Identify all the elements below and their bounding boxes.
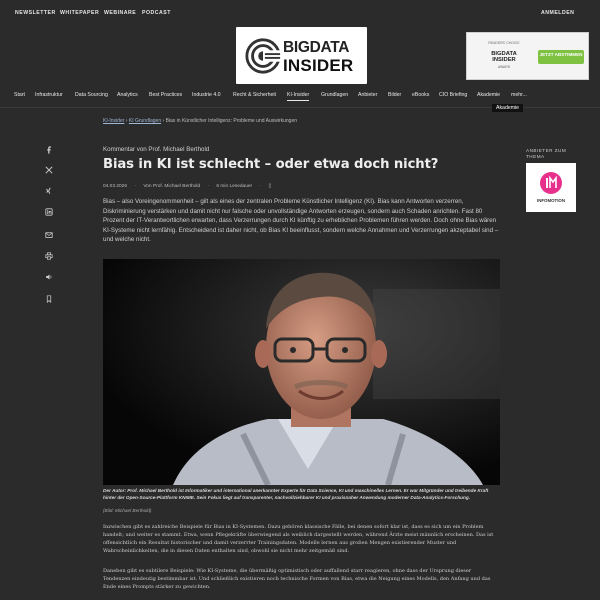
vendor-section-label: ANBIETER ZUM THEMA (526, 148, 567, 159)
breadcrumb-separator: › (162, 118, 166, 124)
article-kicker: Kommentar von Prof. Michael Berthold (103, 146, 210, 153)
reading-time: 6 min Lesedauer (216, 184, 253, 189)
vote-now-button[interactable]: JETZT ABSTIMMEN (538, 50, 584, 64)
audio-icon[interactable] (44, 273, 54, 283)
nav-item-anbieter[interactable]: Anbieter (358, 92, 378, 98)
article-paragraph-2: Daneben gibt es subtilere Beispiele: Wie KI-Systeme, die übermäßig optimistisch oder auffallend starr reagieren, ohne dass der Ursprung dieser Tendenzen eindeutig bestimmbar ist. Und schließlich existieren noch technische Formen von Bias, etwa die Neigung eines Modells, den Anfang und das Ende eines Prompts stärker zu gewichten. (103, 568, 491, 591)
article-title: Bias in KI ist schlecht – oder etwa doch nicht? (103, 157, 439, 172)
bookmark-small-icon[interactable]: ▯ (268, 184, 272, 189)
print-icon[interactable] (44, 252, 54, 262)
award-small-top: READERS' CHOICE (488, 41, 520, 45)
breadcrumb-ki-grundlagen[interactable]: KI Grundlagen (128, 118, 162, 124)
top-bar (0, 0, 600, 26)
author-photo (103, 259, 500, 485)
nav-item-bilder[interactable]: Bilder (388, 92, 402, 98)
bookmark-icon[interactable] (44, 295, 54, 305)
vendor-card-infomotion[interactable] (526, 163, 576, 212)
vendor-name: INFOMOTION (536, 198, 566, 203)
meta-separator: · (134, 184, 136, 189)
infomotion-logo-icon (540, 172, 562, 194)
nav-item-more[interactable]: mehr... (511, 92, 527, 98)
nav-item-data-sourcing[interactable]: Data Sourcing (75, 92, 108, 98)
nav-item-infrastruktur[interactable]: Infrastruktur (35, 92, 63, 98)
nav-item-analytics[interactable]: Analytics (117, 92, 138, 98)
logo-text-bigdata: BIGDATA (283, 39, 350, 56)
x-icon[interactable] (44, 166, 54, 176)
award-line1: BIGDATA (491, 51, 517, 57)
nav-item-ki-insider[interactable]: KI-Insider (287, 92, 309, 101)
breadcrumb-ki-insider[interactable]: KI-Insider (103, 118, 125, 124)
nav-item-recht-sicherheit[interactable]: Recht & Sicherheit (233, 92, 276, 98)
award-line2: INSIDER (492, 57, 516, 63)
award-badge (475, 38, 533, 76)
main-nav (0, 86, 600, 105)
breadcrumb-separator: › (125, 118, 129, 124)
podcast-link[interactable]: PODCAST (142, 10, 171, 16)
logo-text-insider: INSIDER (283, 56, 354, 75)
site-logo[interactable] (236, 27, 367, 84)
newsletter-link[interactable]: NEWSLETTER (15, 10, 56, 16)
photo-caption: Der Autor: Prof. Michael Berthold ist Informatiker und international anerkannter Experte für Data Science, KI und maschinelles Lernen. Er war Mitgründer und treibende Kraft hinter der Open-Source-Plattform KNIME. Sein Fokus liegt auf transparenter, nachvollziehbarer KI und praxisnaher Anwendung moderner Data-Analytics-Forschung. (103, 488, 489, 500)
nav-item-best-practices[interactable]: Best Practices (149, 92, 183, 98)
nav-item-akademie[interactable]: Akademie (477, 92, 501, 98)
award-small-bottom: AWARD (497, 65, 511, 69)
article-author[interactable]: Von Prof. Michael Berthold (143, 184, 201, 189)
article-lead: Bias – also Voreingenommenheit – gilt als eines der zentralen Probleme Künstlicher Intelligenz (KI). Bias kann Antworten verzerren, Diskriminierung verstärken und damit nicht nur falsche oder unvollständige Antworten erzeugen, sondern auch Schaden anrichten. Fast 80 Prozent der IT-Verantwortlichen erwarten, dass Verzerrungen durch KI künftig zu erheblichen Problemen führen werden. Doch ohne Bias wären KI-Systeme nicht lernfähig. Entscheidend ist daher nicht, ob Bias KI beeinflusst, sondern welche Annahmen und Verzerrungen akzeptabel sind – und welche nicht. (103, 198, 499, 244)
photo-credit: (Bild: Michael Berthold) (103, 508, 152, 513)
linkedin-icon[interactable] (44, 208, 54, 218)
facebook-icon[interactable] (44, 146, 54, 156)
nav-item-start[interactable]: Start (14, 92, 25, 98)
breadcrumb-current: Bias in Künstlicher Intelligenz: Probleme und Auswirkungen (165, 118, 298, 124)
logo-mark-icon (244, 37, 282, 75)
nav-item-cio-briefing[interactable]: CIO Briefing (439, 92, 468, 98)
meta-separator: · (207, 184, 210, 189)
webinare-link[interactable]: WEBINARE (104, 10, 137, 16)
nav-tooltip: Akademie (492, 104, 523, 112)
xing-icon[interactable] (44, 187, 54, 197)
nav-item-ebooks[interactable]: eBooks (412, 92, 430, 98)
mail-icon[interactable] (44, 231, 54, 241)
author-portrait-image (103, 259, 500, 485)
readers-choice-banner[interactable] (466, 32, 589, 80)
whitepaper-link[interactable]: WHITEPAPER (60, 10, 100, 16)
nav-item-industrie[interactable]: Industrie 4.0 (192, 92, 221, 98)
meta-separator: · (259, 184, 262, 189)
nav-item-grundlagen[interactable]: Grundlagen (321, 92, 349, 98)
breadcrumb (103, 118, 297, 124)
article-meta (103, 184, 277, 189)
article-paragraph-1: Inzwischen gibt es zahlreiche Beispiele für Bias in KI-Systemen. Dazu gehören klassische Fälle, bei denen sofort klar ist, dass es sich um ein Problem handelt; und weiter es stammt. Etwa, wenn Pflegekräfte überwiegend als weiblich dargestellt werden, während Ärzte meist männlich erscheinen. Das ist offensichtlich ein Resultat historischer und damit verzerrter Trainingsdaten. Modelle lernen aus großen Mengen existierender Muster und Wahrscheinlichkeiten, die in diesen Daten enthalten sind, obwohl sie nicht mehr zeitgemäß sind. (103, 524, 494, 555)
article-date: 04.03.2026 (103, 184, 128, 189)
login-link[interactable]: ANMELDEN (541, 10, 575, 16)
